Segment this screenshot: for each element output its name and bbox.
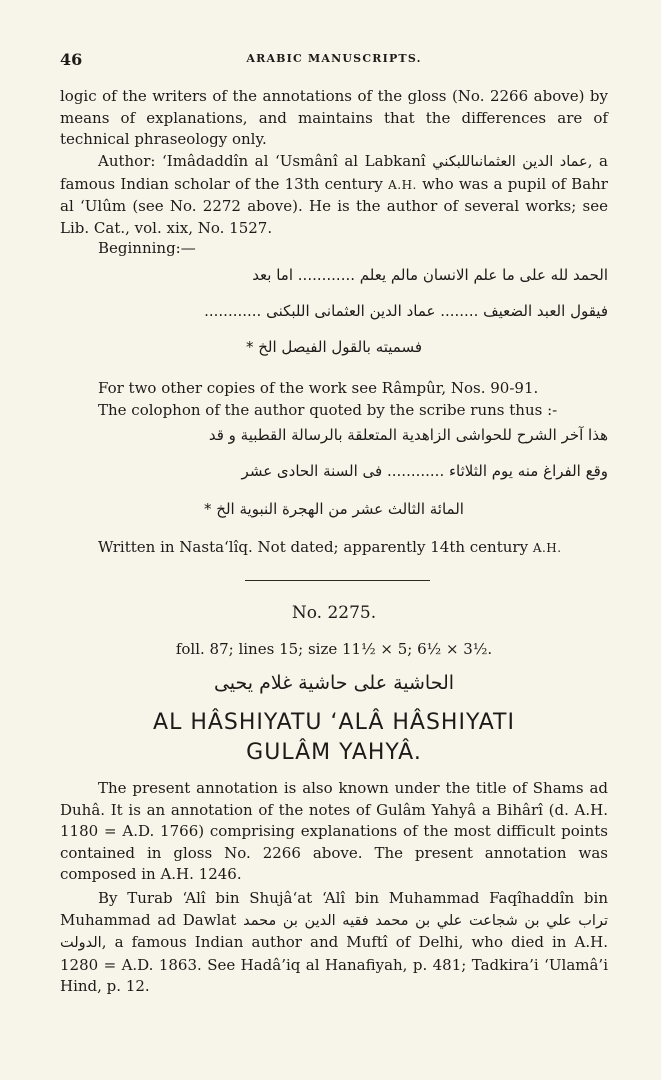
page-header (60, 50, 608, 74)
author-label: Author: (98, 152, 156, 170)
colophon-line-1: هذا آخر الشرح للحواشى الزاهدية المتعلقة بالرسالة القطبية و قد (208, 426, 608, 444)
beginning-line-2: فيقول العبد الضعيف ........ عماد الدين العثمانى اللبكنى ............ (204, 302, 608, 320)
beginning-line-1: الحمد لله على ما علم الانسان مالم يعلم ............ اما بعد (252, 266, 608, 284)
written-text: Written in Nasta‘lîq. Not dated; apparently 14th century (98, 538, 529, 556)
page-number: 46 (60, 50, 83, 69)
entry-arabic-title: الحاشية على حاشية غلام يحيى (213, 672, 455, 694)
author-name-arabic: عماد الدين العثمانى (474, 154, 588, 170)
written-note (60, 537, 608, 560)
section-divider (245, 580, 430, 581)
entry-title-line-2: GULÂM YAHYÂ. (246, 740, 422, 765)
author-era: A.H. (388, 177, 417, 192)
written-era: A.H. (532, 541, 562, 555)
beginning-line-3: فسميته بالقول الفيصل الخ * (245, 338, 423, 356)
author-paragraph-2 (60, 888, 608, 998)
colophon-line-2: وقع الفراغ منه يوم الثلاثاء ............ فى السنة الحادى عشر (241, 462, 608, 480)
entry-title-line-1: AL HÂSHIYATU ‘ALÂ HÂSHIYATI (153, 710, 515, 735)
author-name-arabic-2: اللبكني (432, 154, 475, 170)
description-paragraph: The present annotation is also known under the title of Shams ad Duhâ. It is an annotation of the notes of Gulâm Yahyâ a Bihârî (d. A.H. 1180 = A.D. 1766) comprising explanations of the most difficult points contained in gloss No. 2266 above. The present annotation was composed in A.H. 1246. (60, 779, 608, 883)
beginning-label: Beginning:— (98, 239, 196, 257)
colophon-intro: The colophon of the author quoted by the scribe runs thus :- (98, 401, 558, 419)
entry-folios: foll. 87; lines 15; size 11½ × 5; 6½ × 3½. (175, 640, 493, 658)
author2-text-b: , a famous Indian author and Muftî of Delhi, who died in A.H. 1280 = A.D. 1863. See Hadâ’iq al Hanafiyah, p. 481; Tadkira’i ‘Ulamâ’i Hind, p. 12. (60, 933, 608, 995)
author-text-2: who was a pupil of Bahr al ‘Ulûm (see No. 2272 above). He is the author of several works; see Lib. Cat., vol. xix, No. 1527. (60, 174, 608, 237)
author2-arabic: تراب علي بن شجاعت علي بن محمد فقيه الدين بن محمد الدولت (60, 912, 608, 951)
entry-number: No. 2275. (291, 603, 377, 623)
running-title: ARABIC MANUSCRIPTS. (246, 52, 422, 65)
author-paragraph (60, 151, 608, 239)
author-name: ‘Imâdaddîn al ‘Usmânî al Labkanî (162, 152, 426, 170)
paragraph-logic: logic of the writers of the annotations of the gloss (No. 2266 above) by means of explanations, and maintains that the differences are of technical phraseology only. (60, 87, 608, 148)
author-text: , a famous Indian scholar of the 13th century (60, 152, 608, 193)
copies-note: For two other copies of the work see Râmpûr, Nos. 90-91. (98, 379, 539, 397)
colophon-line-3: المائة الثالث عشر من الهجرة النبوية الخ * (204, 500, 464, 518)
author2-text-a: By Turab ‘Alî bin Shujâ‘at ‘Alî bin Muhammad Faqîhaddîn bin Muhammad ad Dawlat (60, 889, 608, 929)
